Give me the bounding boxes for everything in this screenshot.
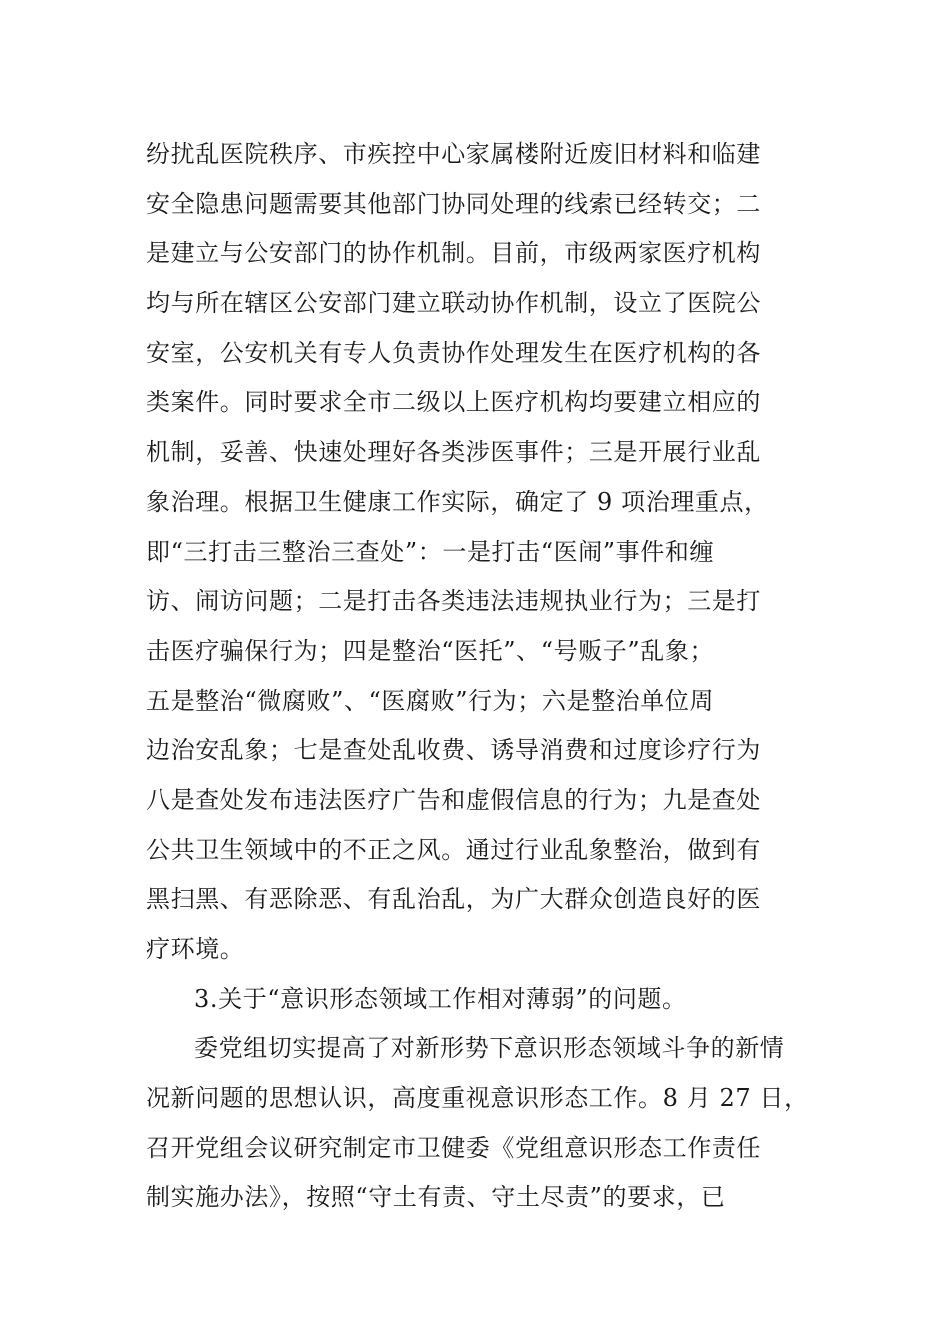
text-line: 召开党组会议研究制定市卫健委《党组意识形态工作责任 <box>146 1133 761 1162</box>
text-line: 象治理。根据卫生健康工作实际，确定了 9 项治理重点， <box>146 487 769 516</box>
text-line: 疗环境。 <box>146 935 245 963</box>
text-line: 击医疗骗保行为；四是整治“医托”、“号贩子”乱象； <box>146 636 715 665</box>
text-line: 类案件。同时要求全市二级以上医疗机构均要建立相应的 <box>146 388 761 417</box>
text-line: 况新问题的思想认识，高度重视意识形态工作。8 月 27 日， <box>146 1084 809 1113</box>
text-line: 是建立与公安部门的协作机制。目前，市级两家医疗机构 <box>146 239 761 268</box>
text-line: 制实施办法》，按照“守土有责、守土尽责”的要求，已 <box>146 1183 726 1212</box>
paragraph-start-line: 委党组切实提高了对新形势下意识形态领域斗争的新情 <box>194 1034 785 1063</box>
text-line: 公共卫生领域中的不正之风。通过行业乱象整治，做到有 <box>146 835 761 864</box>
text-line: 边治安乱象；七是查处乱收费、诱导消费和过度诊疗行为 <box>146 736 761 765</box>
text-line: 八是查处发布违法医疗广告和虚假信息的行为；九是查处 <box>146 785 761 814</box>
text-line: 即“三打击三整治三查处”：一是打击“医闹”事件和缠 <box>146 537 715 566</box>
text-line: 机制，妥善、快速处理好各类涉医事件；三是开展行业乱 <box>146 438 761 467</box>
section-heading: 3.关于“意识形态领域工作相对薄弱”的问题。 <box>194 984 687 1013</box>
text-line: 纷扰乱医院秩序、市疾控中心家属楼附近废旧材料和临建 <box>146 140 761 168</box>
text-line: 均与所在辖区公安部门建立联动协作机制，设立了医院公 <box>146 289 761 318</box>
text-line: 黑扫黑、有恶除恶、有乱治乱，为广大群众创造良好的医 <box>146 885 761 914</box>
text-line: 五是整治“微腐败”、“医腐败”行为；六是整治单位周 <box>146 686 715 715</box>
text-line: 访、闹访问题；二是打击各类违法违规执业行为；三是打 <box>146 587 761 616</box>
text-line: 安室，公安机关有专人负责协作处理发生在医疗机构的各 <box>146 338 761 367</box>
text-line: 安全隐患问题需要其他部门协同处理的线索已经转交；二 <box>146 189 761 218</box>
document-body <box>146 130 816 1223</box>
